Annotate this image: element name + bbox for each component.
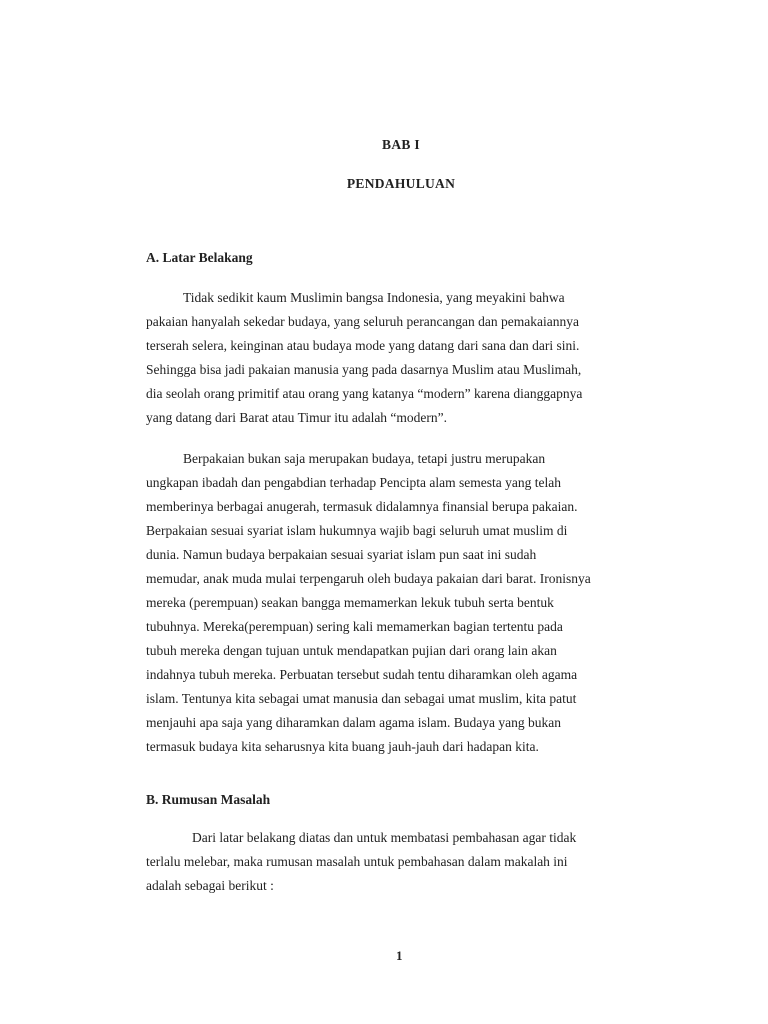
paragraph-line: adalah sebagai berikut : (146, 878, 274, 893)
paragraph-latar-belakang-1 (146, 286, 658, 430)
paragraph-line: Berpakaian sesuai syariat islam hukumnya wajib bagi seluruh umat muslim di (146, 523, 568, 538)
paragraph-line: dunia. Namun budaya berpakaian sesuai syariat islam pun saat ini sudah (146, 547, 537, 562)
paragraph-line: mereka (perempuan) seakan bangga memamerkan lekuk tubuh serta bentuk (146, 595, 554, 610)
paragraph-line: dia seolah orang primitif atau orang yang katanya “modern” karena dianggapnya (146, 386, 583, 401)
chapter-number: BAB I (382, 137, 420, 152)
paragraph-rumusan-masalah (146, 826, 658, 898)
paragraph-line: memberinya berbagai anugerah, termasuk didalamnya finansial berupa pakaian. (146, 499, 578, 514)
paragraph-line: Tidak sedikit kaum Muslimin bangsa Indonesia, yang meyakini bahwa (183, 290, 565, 305)
paragraph-line: Sehingga bisa jadi pakaian manusia yang pada dasarnya Muslim atau Muslimah, (146, 362, 582, 377)
page-number: 1 (396, 948, 403, 963)
paragraph-line: memudar, anak muda mulai terpengaruh oleh budaya pakaian dari barat. Ironisnya (146, 571, 591, 586)
paragraph-line: ungkapan ibadah dan pengabdian terhadap Pencipta alam semesta yang telah (146, 475, 561, 490)
paragraph-line: islam. Tentunya kita sebagai umat manusia dan sebagai umat muslim, kita patut (146, 691, 577, 706)
paragraph-line: indahnya tubuh mereka. Perbuatan tersebut sudah tentu diharamkan oleh agama (146, 667, 578, 682)
paragraph-line: termasuk budaya kita seharusnya kita buang jauh-jauh dari hadapan kita. (146, 739, 539, 754)
paragraph-line: terserah selera, keinginan atau budaya mode yang datang dari sana dan dari sini. (146, 338, 580, 353)
paragraph-line: terlalu melebar, maka rumusan masalah untuk pembahasan dalam makalah ini (146, 854, 568, 869)
paragraph-line: pakaian hanyalah sekedar budaya, yang seluruh perancangan dan pemakaiannya (146, 314, 579, 329)
paragraph-line: tubuh mereka dengan tujuan untuk mendapatkan pujian dari orang lain akan (146, 643, 557, 658)
section-heading-latar-belakang: A. Latar Belakang (146, 250, 253, 265)
paragraph-line: menjauhi apa saja yang diharamkan dalam agama islam. Budaya yang bukan (146, 715, 561, 730)
chapter-title: PENDAHULUAN (346, 176, 456, 191)
paragraph-line: Berpakaian bukan saja merupakan budaya, tetapi justru merupakan (183, 451, 546, 466)
paragraph-line: yang datang dari Barat atau Timur itu adalah “modern”. (146, 410, 448, 425)
paragraph-line: Dari latar belakang diatas dan untuk membatasi pembahasan agar tidak (192, 830, 577, 845)
paragraph-latar-belakang-2 (146, 447, 658, 759)
paragraph-line: tubuhnya. Mereka(perempuan) sering kali memamerkan bagian tertentu pada (146, 619, 563, 634)
section-heading-rumusan-masalah: B. Rumusan Masalah (146, 792, 271, 807)
